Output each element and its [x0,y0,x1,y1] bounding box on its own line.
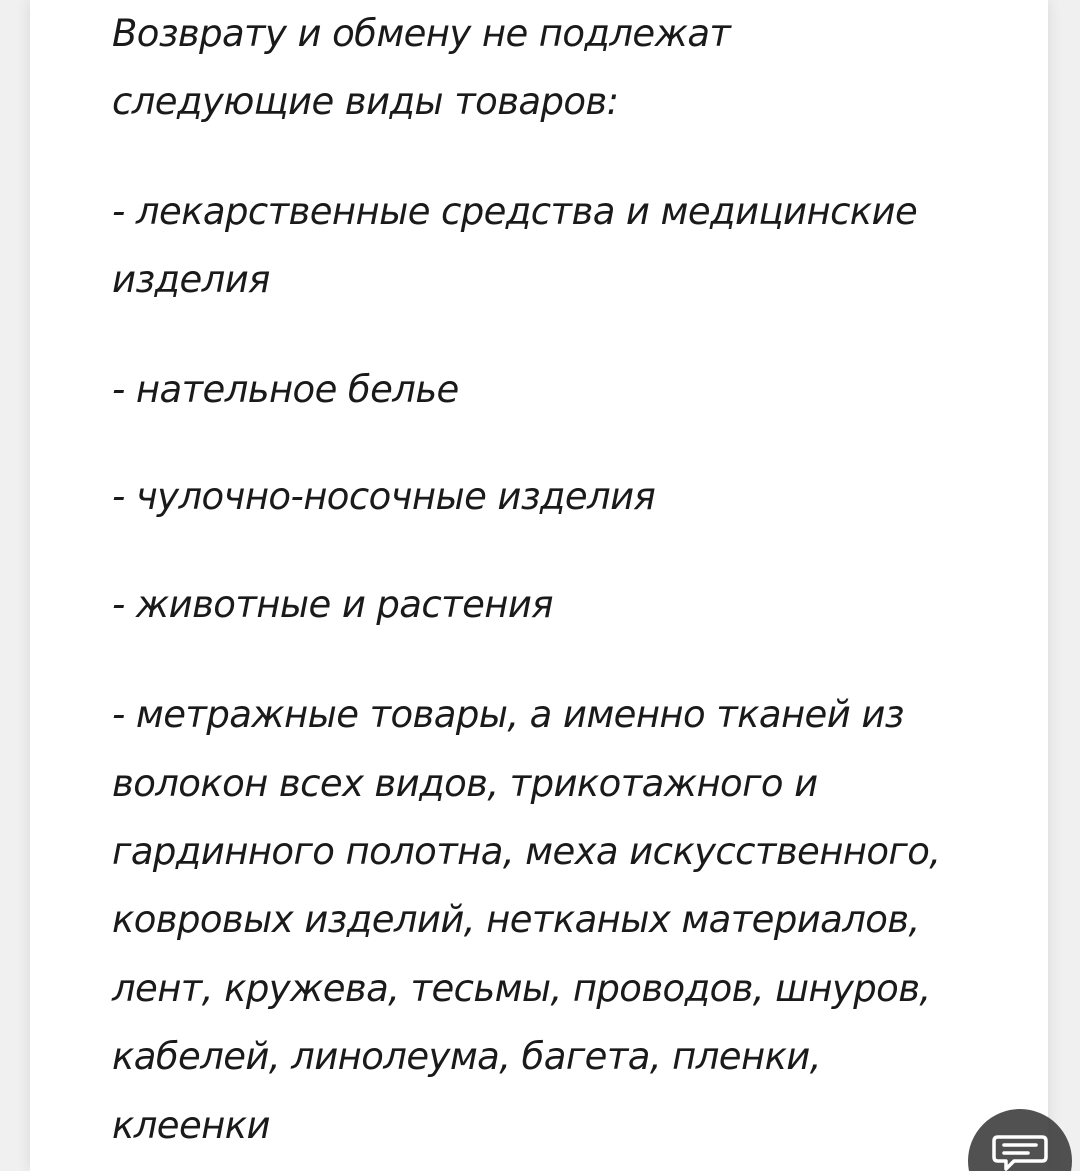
item-hosiery: - чулочно-носочные изделия [112,475,656,518]
chat-bubble-icon [992,1131,1048,1171]
item-medicines-line-1: - лекарственные средства и медицинские [112,190,918,233]
item-fabrics-line-1: - метражные товары, а именно тканей из [112,693,904,736]
item-fabrics-line-7: клеенки [112,1104,270,1147]
item-medicines-line-2: изделия [112,258,270,301]
item-fabrics-line-3: гардинного полотна, меха искусственного, [112,830,941,873]
intro-line-2: следующие виды товаров: [112,80,619,123]
item-fabrics-line-5: лент, кружева, тесьмы, проводов, шнуров, [112,967,931,1010]
item-fabrics-line-4: ковровых изделий, нетканых материалов, [112,898,920,941]
item-animals-plants: - животные и растения [112,583,553,626]
article-card [30,0,1048,1171]
intro-line-1: Возврату и обмену не подлежат [112,12,731,55]
item-fabrics-line-6: кабелей, линолеума, багета, пленки, [112,1035,821,1078]
item-underwear: - нательное белье [112,368,459,411]
item-fabrics-line-2: волокон всех видов, трикотажного и [112,762,818,805]
